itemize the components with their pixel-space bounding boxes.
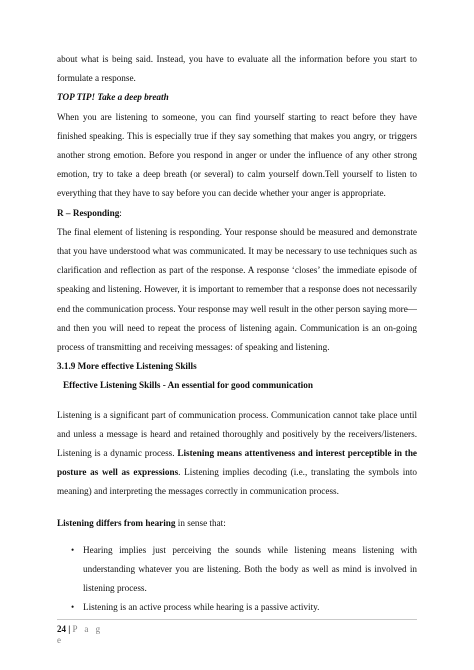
differs-rest: in sense that:: [175, 517, 226, 528]
bullet-icon: •: [71, 602, 75, 613]
intro-paragraph: about what is being said. Instead, you have to evaluate all the information before you start to formulate a response.: [57, 54, 417, 84]
section-title: 3.1.9 More effective Listening Skills: [57, 361, 197, 372]
tip-paragraph: When you are listening to someone, you can find yourself starting to react before they have finished speaking. This is especially true if they say something that makes you angry, or triggers another strong emotion. Before you respond in anger or under the influence of any other strong emotion, try to take a deep breath (or several) to calm yourself down.Tell yourself to listen to everything that they have to say before you can decide whether your anger is appropriate.: [57, 111, 417, 199]
page-number: 24: [57, 624, 66, 634]
subsection-title: Effective Listening Skills - An essential for good communication: [63, 380, 313, 391]
tip-heading: TOP TIP! Take a deep breath: [57, 92, 169, 103]
list-item-text: Listening is an active process while hearing is a passive activity.: [83, 602, 320, 613]
page-body: [57, 50, 417, 618]
page-separator: |: [66, 624, 73, 634]
bullet-icon: •: [71, 544, 75, 555]
responding-heading: R – Responding: [57, 207, 120, 218]
bullet-list: [57, 541, 417, 618]
differs-line: [57, 514, 417, 533]
responding-heading-line: [57, 204, 417, 223]
responding-colon: :: [119, 207, 122, 218]
list-item: [57, 598, 417, 617]
listening-text-b: . Listening implies decoding (i.e., translating the symbols into meaning) and interpreting the messages correctly in communication process.: [57, 467, 417, 497]
list-item-text: Hearing implies just perceiving the sounds while listening means listening with understanding whatever you are listening. Both the body as well as mind is involved in listening process.: [83, 544, 417, 594]
differs-heading: Listening differs from hearing: [57, 517, 176, 528]
page-label: P a g: [72, 624, 103, 634]
page-footer: [57, 619, 417, 646]
listening-emphasis: Listening means attentiveness and interest perceptible in the posture as well as expressions: [57, 448, 418, 478]
responding-paragraph: The final element of listening is responding. Your response should be measured and demonstrate that you have understood what was communicated. It may be necessary to use techniques such as clarification and reflection as part of the response. A response ‘closes’ the immediate episode of speaking and listening. However, it is important to remember that a response does not necessarily end the communication process. Your response may well result in the other person saying more—and then you will need to repeat the process of listening again. Communication is an on-going process of transmitting and receiving messages: of speaking and listening.: [57, 226, 417, 353]
listening-paragraph: [57, 406, 417, 502]
page-label-end: e: [57, 635, 61, 645]
listening-text-a: Listening is a significant part of communication process. Communication cannot take place until and unless a message is heard and retained thoroughly and positively by the receivers/listeners. Listening is a dynamic process.: [57, 409, 417, 459]
list-item: [57, 541, 417, 599]
